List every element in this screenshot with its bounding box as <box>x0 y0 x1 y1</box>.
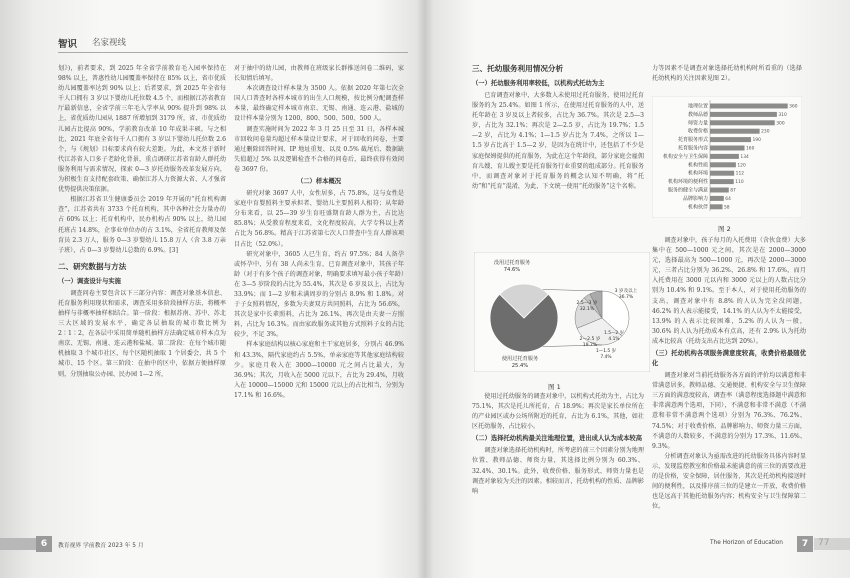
left-column-1 <box>58 64 226 380</box>
pie-label-used: 使用过托育服务 <box>501 356 539 362</box>
bar-category-label: 师资力量 <box>687 120 708 127</box>
subsection-heading: （三）托幼机构各项服务满意度较高，收费价格最随优化 <box>652 350 806 368</box>
inner-label-age4: 1—1.5 岁 <box>596 349 616 354</box>
header-section-label: 智识 <box>58 39 78 50</box>
paragraph: 力等因素不是调查对象选择托幼机构时所看重的（选择托幼机构的关注因素见图 2）。 <box>652 65 802 83</box>
paragraph: 调查对象中，孩子每月的入托费用（含伙食费）大多集中在 500—1000 元之间，其次是在 2000—3000 元，选择最高为 500—1000 元，再次是 2000—3000 元，三者占比分别为 36.2%、26.8% 和 17.6%，而月入托费用在 3000 元以内和 3000 元以上的人数占比分别为 10.4% 和 9.1%。至于本人，对于使用托幼服务的支出，调查对象中有 8.8% 的人认为完全没问题，46.2% 的人表示能接受，14.1% 的人认为不太能接受，13.9% 的人表示比较困难，5.2% 的人认为一般，30.6% 的人认为托幼成本有点高，还有 2.9% 认为托幼成本比较高（托幼支出占比达到 20%）。 <box>652 237 806 345</box>
bar <box>710 112 777 117</box>
section-heading-2: 二、研究数据与方法 <box>58 261 127 271</box>
figure-1-caption: 图 1 <box>548 383 561 391</box>
bar-category-label: 机构环境 <box>687 170 708 177</box>
bar-category-label: 地理位置 <box>687 103 708 110</box>
bar-category-label: 服务的健全与满意 <box>667 187 708 194</box>
page-number: 7 <box>797 536 813 552</box>
bar <box>710 171 734 176</box>
inner-label-age5: 3 岁及以上 <box>614 289 638 294</box>
bar <box>710 146 745 151</box>
inner-value-age2: 19.7% <box>582 343 598 348</box>
pie-value-used: 25.4% <box>511 363 529 369</box>
bar-value-label: 230 <box>761 129 770 135</box>
inner-value-age1: 32.1% <box>579 307 595 312</box>
right-column-1-lower <box>472 392 644 497</box>
bar-value-label: 360 <box>789 104 798 110</box>
bar-value-label: 110 <box>735 180 744 186</box>
bar-category-label: 托育服务形式 <box>677 137 708 144</box>
paragraph: 调查对象对当前托幼服务各方面的评价均以满意和非常满意居多，教师品德、交通便捷、机构安全与卫生保障三方面的满意度较高，调查率（满意程度选择题中满意和非常满意两个选项，下同），不满意和非常不满意（不满意和非常不满意两个选项）分别为 76.3%、76.2%、74.5%；对于收费价格、品牌影响力、师资力量三方面，不满意的人数较多，不满意的分别为 17.3%、11.6%、9.3%。 <box>652 372 806 450</box>
bar <box>710 129 760 134</box>
header-subtitle: 名家视线 <box>92 38 127 48</box>
right-column-1 <box>472 64 644 192</box>
bar-value-label: 87 <box>730 188 736 194</box>
bar-category-label: 机构安全与卫生保障 <box>662 153 708 160</box>
bar-category-label: 机构环境的便利性 <box>667 179 708 186</box>
paragraph: 对于抽中的幼儿园，由教师在班级家长群推送问卷二维码，家长知情后填写。 <box>234 65 404 83</box>
paragraph: 已育调查对象中，大多数人未使用过托育服务，使用过托育服务的为 25.4%。如图 1 所示，在使用过托育服务的人中，送托年龄在 3 岁及以上者较多，占比为 36.7%。其次是 2.5—3 岁，占比为 32.1%；再次是 2—2.5 岁，占比为 19.7%；1.5—2 岁，占比为 4.1%；1—1.5 岁占比为 7.4%，之所以 1—1.5 岁占比高于 1.5—2 岁，是因为在统计中，还包括了不少是家庭保姆提供的托育服务，为此在这个年龄段，部分家庭会雇佣育儿嫂、育儿嫂主要是托育服务行业重要的组成部分。托育服务中，而调查对象对于托育服务的概念认知不明确，将“托幼”和“托育”混淆，为此，下文统一使用“托幼服务”这个名称。 <box>472 92 644 190</box>
bar <box>710 162 736 167</box>
subsection-heading: （二）选择托幼机构最关注地理位置，进出成人认为成本较高 <box>472 435 643 443</box>
paragraph: 本次调查设计样本量为 3500 人。依据 2020 年第七次全国人口普查时各样本城市的出生人口规模，按比例分配调查样本量，最终确定样本城市南京、无锡、南通、连云港、盐城的设计样本量分别为 1200、800、500、500、500 人。 <box>234 85 404 123</box>
subsection-heading: （一）托幼服务利用率较低，以机构式托幼为主 <box>472 80 605 87</box>
bar <box>710 179 734 184</box>
bar <box>710 188 729 193</box>
figure-2-bar-chart <box>652 96 802 218</box>
bar <box>710 196 724 201</box>
inner-value-age5: 36.7% <box>618 295 634 300</box>
paragraph: 研究对象 3697 人中，女性居多，占 75.8%，这与女性是家庭中育婴照料主要承担者、婴幼儿主要照料人相符；从年龄分布来看，以 25—39 岁生育旺盛期育龄人群为主，占比达 85.8%；从受教育程度来看，文化程度较高，大学专科以上者占比为 56.8%。精高于江苏省第七次人口普查中生育人群该项目占比（52.0%）。 <box>234 190 404 248</box>
paragraph: 划》)，前者要求，到 2025 年全省学前教育毛入园率保持在 98% 以上，普惠性幼儿园覆盖率保持在 85% 以上，省市优质幼儿园覆盖率达到 90% 以上；后者要求，到 2025 年全省每千人口拥有 3 岁以下婴幼儿托位数 4.5 个，而根据江苏省教育厅最新信息，全省学前三年毛入学率从 90% 提升到 98% 以上，省优质幼儿园从 1887 所增加到 3179 所，省、市优质幼儿园占比提高 90%，学前教育改革 10 年成果丰硕。与之相比，2021 年底全省每千人口拥有 3 岁以下婴幼儿托位数 2.6 个，与《规划》目标要求尚有较大差距。为此，本文基于新时代江苏省人口多子老龄化背景，重点调研江苏省育龄人群托幼服务利用与需求情况，探索 0—3 岁托幼服务改革发展方向，为积极生育支持配套政策、确保江苏人力资源大省、人才强省优势提供决策依据。 <box>58 65 226 194</box>
subsection-heading: （一）调查设计与实施 <box>58 277 121 285</box>
bar-category-label: 品牌影响力 <box>682 195 708 202</box>
paragraph: 分析调查对象认为亟需改进的托幼服务具体内容时显示，发现监控教室和价格最未能满意的前三位的需要改进的是价格，安全保障，居住服务，其次是托幼机构接送时间的便利性，以及排序前三位的是建立一开放，收费价格也是远高于其他托幼服务内容；机构安全与卫生保障第二位。 <box>652 452 806 511</box>
bar-value-label: 300 <box>776 121 785 127</box>
paragraph: 调查对象选择托幼机构时，所考虑的前三个因素分别为地理位置、教师品德、师资力量，其选择比例分别为 60.3%、32.4%、30.1%。此外，收费价格、服务形式、师资力量也是调查对象较为关注的因素。相较而言，托幼机构的性质、品牌影响 <box>472 447 644 495</box>
bar-category-label: 机构伙伴 <box>687 204 708 211</box>
bar-value-label: 120 <box>737 163 746 169</box>
paragraph: 调查实施时间为 2022 年 3 月 25 日至 31 日，各样本城市回收问卷量均超过样本量设计要求，对于回收的问卷，主要通过删除回答时间、IP 地址重复、以及 0.5% 截尾后、数据缺失值超过 5% 以及逻辑检查不合格的问卷后，最终获得有效问卷 3697 份。 <box>234 125 404 173</box>
bar <box>710 104 788 109</box>
bar-category-label: 教师品德 <box>687 111 708 118</box>
paragraph: 样本家庭结构以核心家庭和主干家庭居多，分别占 46.9% 和 43.3%，隔代家庭约占 5.5%，单亲家庭等其他家庭结构较少。家庭月收入在 3000—10000 元之间占比最大，为 36.9%；其次，月收入在 5000 元以下，占比为 29.4%，月收入在 10000—15000 元和 15000 元以上的占比相当，分别为 17.1% 和 16.6%。 <box>234 341 404 399</box>
bar-value-label: 190 <box>752 138 761 144</box>
bar-category-label: 托育服务内容 <box>677 145 708 152</box>
paragraph: 根据江苏省卫生健康委员会 2019 年开展的“托育机构调查”，江苏省共有 3733 个托育机构，其中各种社会力量办的占 60% 以上；托育机构中，民办机构占 90% 以上，幼儿园托班占 14.8%，企事业单位办的占 3.1%，全省托育教师及保育员 2.3 万人，服务 0—3 岁婴幼儿 15.8 万人（含 3.8 万亲子班），占 0—3 岁婴幼儿总数的 6.9%。[3] <box>58 196 226 254</box>
inner-value-age3: 4.1% <box>608 337 620 342</box>
paragraph: 研究对象中，3605 人已生育，约占 97.5%；84 人备孕或怀孕中，另有 38 人尚未生育，已育调查对象中，其孩子年龄（对于有多个孩子的调查对象，明确要求填写最小孩子年龄）在 3—5 岁阶段的占比为 55.4%，其次是 6 岁及以上，占比为 33.9%；而 1—2 岁和未满周岁的分别占 8.9% 和 1.8%。对于子女照料情况，多数为夫妻双方共同照料，占比为 56.6%，其次是家中长辈照料，占比为 26.1%，再次是由夫妻一方照料，占比为 16.3%。而由家政服务或其他方式照料子女的占比较少，不足 3%。 <box>234 250 404 339</box>
bar-value-label: 58 <box>724 205 730 211</box>
inner-label-age1: 2.5—3 岁 <box>576 301 598 306</box>
right-column-2 <box>652 236 806 512</box>
bar-category-label: 收费价格 <box>687 128 708 135</box>
footer-journal-en: The Horizon of Education <box>710 540 783 546</box>
figure-1-pie-chart <box>474 252 650 372</box>
pie-value-unused: 74.6% <box>503 267 521 273</box>
bar-value-label: 160 <box>746 146 755 152</box>
inner-label-age2: 2—2.5 岁 <box>579 337 601 342</box>
paragraph: 调查问卷主要包含以下三部分内容：调查对象基本信息、托育服务利用现状和需求，调查采用多阶段抽样方法，将概率抽样与非概率抽样相结合。第一阶段：根据苏南、苏中、苏北三大区域的发展水平，确定各层抽取的城市数比例为 2∶1∶2，在各层中采用简单随机抽样方法确定城市样本点为南京、无锡、南通、连云港和盐城。第二阶段：在每个城市随机抽取 3 个城市社区，每个区随机抽取 1 个居委会，共 5 个城市、15 个区。第三阶段：在抽中的区中，依据方便抽样原则，分别抽取公办园、民办园 1—2 所， <box>58 289 226 378</box>
bar <box>710 137 751 142</box>
page-number: 6 <box>36 536 52 552</box>
bar-value-label: 134 <box>740 154 749 160</box>
section-heading-3: 三、托幼服务利用情况分析 <box>472 64 564 73</box>
subsection-heading: （二）样本概况 <box>296 178 342 186</box>
bar <box>710 120 775 125</box>
inner-label-age3: 1.5—2 岁 <box>604 331 624 336</box>
bar-category-label: 机构性质 <box>687 162 708 169</box>
footer-bar <box>814 538 850 550</box>
inner-value-age4: 7.4% <box>600 355 612 360</box>
bar-value-label: 310 <box>778 112 787 118</box>
bar <box>710 154 739 159</box>
right-column-2-head <box>652 64 802 84</box>
left-column-2 <box>234 64 404 401</box>
figure-2-caption: 图 2 <box>718 225 731 233</box>
bar-value-label: 112 <box>735 171 745 177</box>
pie-label-unused: 没用过托育服务 <box>493 260 531 266</box>
footer-journal: 教育视界 学前教育 2023 年 5 月 <box>58 543 144 549</box>
header-rule <box>58 52 408 53</box>
footer-bar <box>0 538 40 550</box>
bar-value-label: 64 <box>725 196 731 202</box>
bar <box>710 204 723 209</box>
paragraph: 使用过托幼服务的调查对象中，以机构式托幼为主，占比为 75.1%，其次是托儿所托育，占 18.9%；再次是家长单位所在的产业园区或办公场所附近的托育，占比为 6.1%，其他，如社区托幼服务，占比较小。 <box>472 393 644 431</box>
